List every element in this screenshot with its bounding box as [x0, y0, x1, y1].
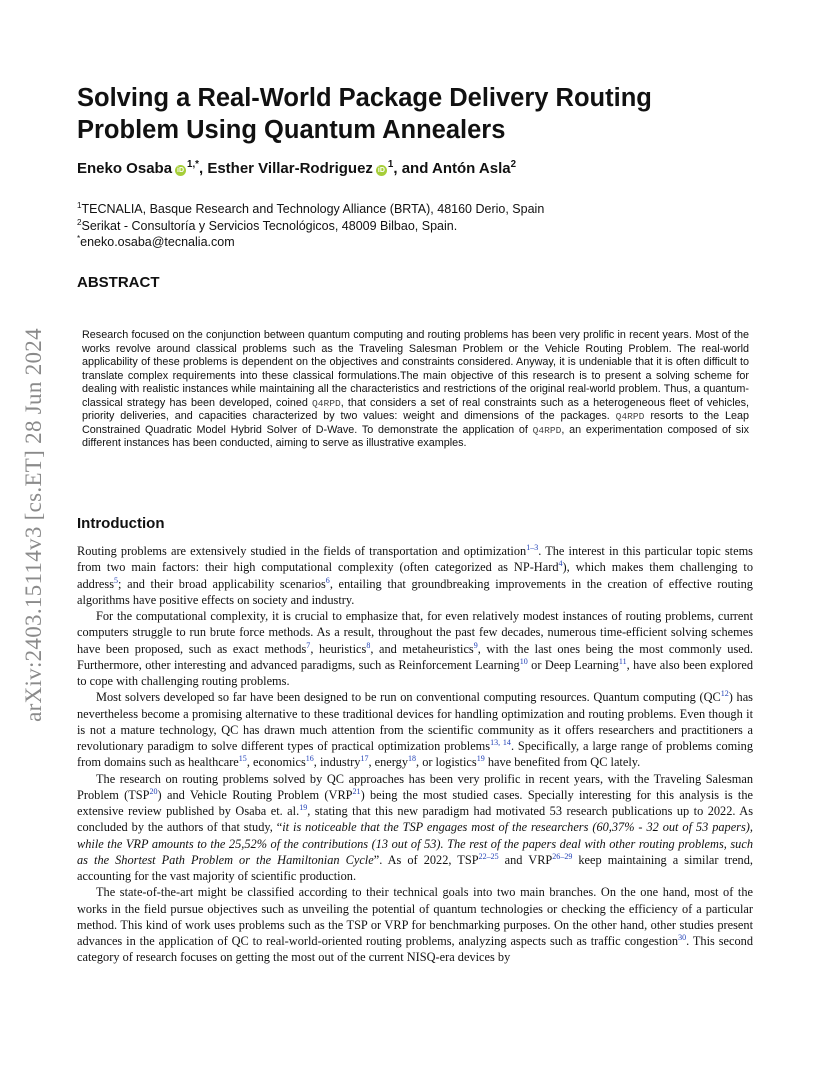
text-run: , economics [246, 755, 306, 770]
affiliation-line [77, 218, 757, 235]
text-run: For the computational complexity, it is crucial to emphasize that, for even relatively modest instances of routing problems, current computers struggle to run brute force methods. As a result, throughout the past few decades, numerous time-efficient solving schemes have been proposed, such as exact methods [77, 609, 753, 656]
citation-link[interactable]: 1–3 [526, 542, 539, 552]
text-run: . This second category of research focuses on getting the most out of the current NISQ-era devices by [77, 934, 753, 965]
text-run: keep maintaining a similar trend, accounting for the vast majority of scientific production. [77, 852, 753, 883]
abstract-heading: ABSTRACT [77, 274, 160, 291]
text-run: Routing problems are extensively studied in the fields of transportation and optimization [77, 544, 527, 558]
author-name: Esther Villar-Rodriguez [207, 160, 373, 177]
text-run: ) being the most studied cases. Specially interesting for this analysis is the extensive review published by Osaba et. al. [77, 787, 754, 818]
method-code-name: Q4RPD [312, 397, 341, 409]
paragraph [77, 543, 753, 608]
citation-link[interactable]: 7 [306, 640, 311, 650]
text-run: , energy [368, 755, 408, 770]
text-run: ), which makes them challenging to address [77, 560, 753, 591]
text-run: , have also been explored to cope with challenging routing problems. [77, 657, 753, 688]
text-run: , entailing that groundbreaking improvements in the creation of effective routing algorithms have positive effects on society and industry. [77, 576, 753, 607]
citation-link[interactable]: 19 [299, 802, 308, 812]
text-run: The state-of-the-art might be classified according to their technical goals into two main branches. On the one hand, most of the works in the field pursue objectives such as unveiling the potential of quantum technologies or checking the efficiency of a particular method. This kind of work uses problems such as the TSP or VRP for benchmarking purposes. On the other hand, other studies present advances in the application of QC to real-world-oriented routing problems, analyzing aspects such as traffic congestion [77, 885, 753, 948]
introduction-body [77, 543, 753, 966]
author-affiliation-mark: 1 [387, 159, 394, 170]
citation-link[interactable]: 26–29 [552, 851, 573, 861]
text-run: Most solvers developed so far have been designed to be run on conventional computing resources. Quantum computing (QC [96, 690, 721, 705]
text-run: ”. As of 2022, TSP [373, 852, 479, 867]
author-name: Antón Asla [431, 160, 511, 177]
method-code-name: Q4RPD [615, 411, 645, 422]
citation-link[interactable]: 30 [678, 932, 687, 942]
citation-link[interactable]: 12 [720, 689, 729, 699]
orcid-icon[interactable]: iD [177, 167, 185, 174]
method-code-name: Q4RPD [532, 424, 562, 436]
citation-link[interactable]: 5 [114, 575, 119, 585]
abstract-segment: resorts to the Leap Constrained Quadratic Model Hybrid Solver of D-Wave. To demonstrate the application of [82, 410, 750, 436]
paper-title: Solving a Real-World Package Delivery Routing Problem Using Quantum Annealers [77, 84, 652, 144]
citation-link[interactable]: 21 [352, 786, 361, 796]
corresponding-mark: * [77, 233, 81, 243]
orcid-icon[interactable]: iD [377, 167, 385, 174]
author-joiner: , and [393, 160, 432, 177]
citation-link[interactable]: 18 [408, 754, 417, 764]
author-name: Eneko Osaba [77, 160, 173, 177]
arxiv-side-stamp [16, 290, 52, 760]
affiliation-text: Serikat - Consultoría y Servicios Tecnológicos, 48009 Bilbao, Spain. [81, 218, 458, 233]
text-run: , stating that this new paradigm had motivated 53 research publications up to 2022. As concluded by the authors of that study, “ [77, 804, 753, 835]
citation-link[interactable]: 17 [360, 754, 369, 764]
citation-link[interactable]: 6 [325, 575, 330, 585]
author-affiliation-mark: 1,* [187, 159, 199, 170]
affiliation-mark: 1 [77, 200, 82, 210]
paragraph [77, 771, 753, 885]
abstract-segment: , that considers a set of real constraints such as a heterogeneous fleet of vehicles, priority deliveries, and capacities characterized by two values: weight and dimensions of the packages. [82, 396, 749, 422]
text-run: , with the last ones being the most commonly used. Furthermore, other interesting and advanced paradigms, such as Reinforcement Learning [77, 641, 754, 672]
text-run: or Deep Learning [527, 657, 619, 672]
text-run: , industry [313, 755, 361, 770]
paragraph [77, 884, 753, 965]
text-run: , or logistics [416, 755, 477, 770]
text-run: and VRP [498, 852, 553, 867]
citation-link[interactable]: 10 [519, 656, 528, 666]
text-run: ) and Vehicle Routing Problem (VRP [157, 787, 353, 802]
text-run: . The interest in this particular topic stems from two main factors: their high computational complexity (often categorized as NP-Hard [77, 544, 753, 575]
arxiv-identifier: arXiv:2403.15114v3 [cs.ET] 28 Jun 2024 [21, 328, 46, 722]
abstract-segment: Research focused on the conjunction between quantum computing and routing problems has been very prolific in recent years. Most of the works revolve around classical problems such as the Traveling Salesman Problem or the Vehicle Routing Problem. The real-world applicability of these problems is dependent on the objectives and constraints considered. Anyway, it is undeniable that it is often difficult to translate complex requirements into these classical formulations.The main objective of this research is to present a solving scheme for dealing with realistic instances while maintaining all the characteristics and restrictions of the original real-world problem. Thus, a quantum-classical strategy has been developed, coined [82, 329, 749, 409]
citation-link[interactable]: 9 [473, 640, 478, 650]
author-list: Eneko Osaba $iD^{1,*}$, Esther Villar-Rodriguez $iD^1$, and Antón Asla$^2$ [77, 159, 517, 177]
email-line [77, 234, 757, 251]
section-heading-introduction: Introduction [77, 515, 165, 532]
affiliation-line [77, 201, 757, 218]
quoted-text: it is noticeable that the TSP engages most of the researchers (60,37% - 32 out of 53 papers), while the VRP amounts to the 25,52% of the contributions (13 out of 53). The rest of the papers deal with other routing problems, such as the Shortest Path Problem or the Hamiltonian Cycle [77, 820, 753, 867]
citation-link[interactable]: 16 [305, 754, 314, 764]
citation-link[interactable]: 8 [366, 640, 371, 650]
paragraph [77, 608, 753, 689]
citation-link[interactable]: 15 [238, 754, 247, 764]
text-run: , heuristics [310, 641, 367, 656]
affiliation-block [77, 201, 757, 251]
citation-link[interactable]: 19 [476, 754, 485, 764]
author-email[interactable]: eneko.osaba@tecnalia.com [80, 235, 235, 249]
affiliation-text: TECNALIA, Basque Research and Technology Alliance (BRTA), 48160 Derio, Spain [81, 202, 545, 216]
text-run: ) has nevertheless become a promising alternative to these traditional devices for handling optimization and routing problems. Even though it is not a mature technology, QC has drawn much attention from the scientific community as it offers researchers and practitioners a revolutionary paradigm to solve different types of practical optimization problems [77, 690, 753, 753]
author-affiliation-mark: 2 [510, 159, 517, 170]
citation-link[interactable]: 13, 14 [490, 737, 511, 747]
citation-link[interactable]: 20 [149, 786, 158, 796]
text-run: The research on routing problems solved by QC approaches has been very prolific in recent years, with the Traveling Salesman Problem (TSP [77, 771, 753, 802]
abstract-segment: , an experimentation composed of six different instances has been conducted, aiming to serve as illustrative examples. [82, 423, 749, 449]
citation-link[interactable]: 4 [558, 559, 563, 569]
citation-link[interactable]: 22–25 [478, 851, 499, 861]
text-run: , and metaheuristics [370, 641, 474, 656]
paragraph [77, 689, 753, 770]
text-run: . Specifically, a large range of problems coming from domains such as healthcare [77, 739, 753, 770]
text-run: have benefited from QC lately. [484, 755, 641, 770]
abstract-text [82, 329, 749, 451]
text-run: ; and their broad applicability scenarios [118, 576, 326, 591]
citation-link[interactable]: 11 [618, 656, 627, 666]
affiliation-mark: 2 [77, 217, 82, 227]
